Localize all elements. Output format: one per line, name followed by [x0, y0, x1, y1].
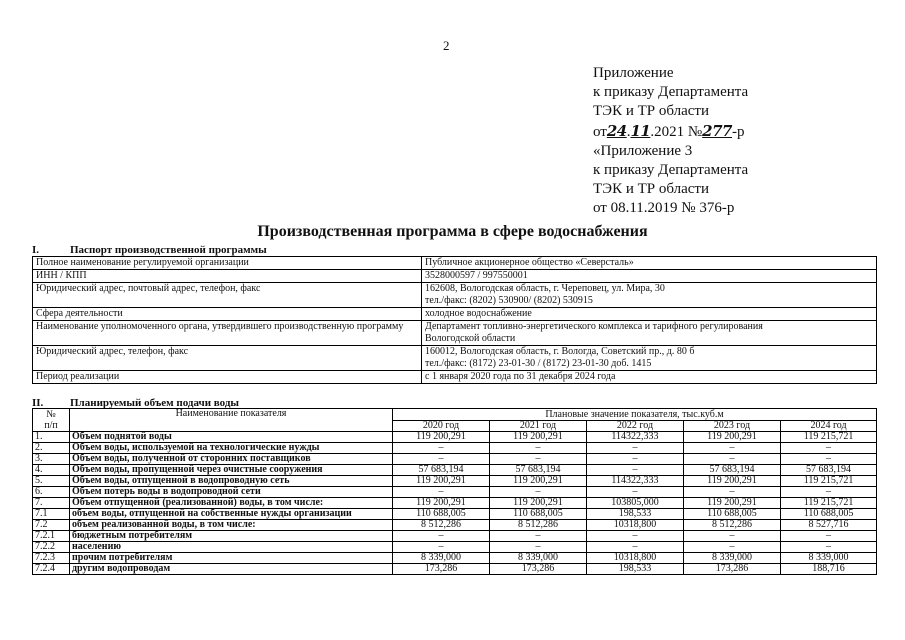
- row-value: 110 688,005: [393, 509, 490, 520]
- row-value: 198,533: [587, 509, 684, 520]
- page-number: 2: [443, 38, 450, 53]
- row-value: 8 339,000: [490, 553, 587, 564]
- row-value: –: [393, 487, 490, 498]
- header-name-cell: Наименование показателя: [70, 409, 393, 432]
- row-value: 114322,333: [587, 432, 684, 443]
- row-value: –: [684, 542, 781, 553]
- appendix-line: к приказу Департамента: [593, 162, 749, 179]
- row-value: 8 527,716: [781, 520, 877, 531]
- passport-value-line: тел./факс: (8172) 23-01-30 / (8172) 23-01-30 доб. 1415: [425, 358, 652, 369]
- passport-value-line: 162608, Вологодская область, г. Череповец, ул. Мира, 30: [425, 283, 665, 294]
- passport-table: [32, 256, 877, 384]
- passport-value-line: Публичное акционерное общество «Северсталь»: [425, 257, 634, 268]
- section-title: Планируемый объем подачи воды: [70, 397, 239, 409]
- row-name: Объем воды, пропущенной через очистные сооружения: [70, 465, 393, 476]
- appendix-line: к приказу Департамента: [593, 84, 749, 101]
- row-value: 173,286: [490, 564, 587, 575]
- row-value: –: [781, 531, 877, 542]
- table-row: [33, 321, 877, 346]
- row-name: объем реализованной воды, в том числе:: [70, 520, 393, 531]
- row-value: 119 200,291: [393, 498, 490, 509]
- row-value: 119 200,291: [684, 432, 781, 443]
- appendix-line: ТЭК и ТР области: [593, 103, 709, 120]
- order-year: .2021 №: [650, 123, 703, 140]
- row-value: 57 683,194: [393, 465, 490, 476]
- table-row: [33, 531, 877, 542]
- table-row: [33, 476, 877, 487]
- row-name: Объем воды, используемой на технологические нужды: [70, 443, 393, 454]
- passport-label: Наименование уполномоченного органа, утвердившего производственную программу: [33, 321, 422, 346]
- row-value: 110 688,005: [490, 509, 587, 520]
- row-value: –: [490, 443, 587, 454]
- row-value: –: [587, 542, 684, 553]
- row-name: Объем воды, отпущенной в водопроводную сеть: [70, 476, 393, 487]
- row-value: 198,533: [587, 564, 684, 575]
- row-number: 7.1: [33, 509, 70, 520]
- row-value: 110 688,005: [684, 509, 781, 520]
- row-value: –: [490, 542, 587, 553]
- order-number-handwritten: 277: [702, 121, 732, 140]
- row-value: –: [393, 531, 490, 542]
- row-name: Объем воды, полученной от сторонних поставщиков: [70, 454, 393, 465]
- row-number: 7.2.3: [33, 553, 70, 564]
- row-value: 119 200,291: [393, 432, 490, 443]
- row-value: –: [781, 443, 877, 454]
- passport-value-line: 3528000597 / 997550001: [425, 270, 528, 281]
- row-name: населению: [70, 542, 393, 553]
- table-row: [33, 542, 877, 553]
- document-title: Производственная программа в сфере водоснабжения: [257, 223, 648, 240]
- row-value: –: [684, 454, 781, 465]
- header-plan-cell: Плановые значение показателя, тыс.куб.м: [393, 409, 877, 421]
- row-value: –: [587, 531, 684, 542]
- appendix-block: [593, 64, 748, 219]
- row-value: 119 200,291: [393, 476, 490, 487]
- passport-value: [422, 270, 877, 283]
- row-value: –: [393, 454, 490, 465]
- passport-value-line: Вологодской области: [425, 333, 516, 344]
- passport-value-line: с 1 января 2020 года по 31 декабря 2024 года: [425, 371, 616, 382]
- row-value: 119 215,721: [781, 498, 877, 509]
- table-row: [33, 454, 877, 465]
- table-header-row: [33, 409, 877, 421]
- section-number: II.: [32, 397, 44, 409]
- order-prefix: от: [593, 123, 607, 140]
- row-value: 173,286: [393, 564, 490, 575]
- passport-value-line: тел./факс: (8202) 530900/ (8202) 530915: [425, 295, 593, 306]
- row-value: –: [781, 542, 877, 553]
- table-row: [33, 465, 877, 476]
- section-number: I.: [32, 244, 40, 256]
- row-value: –: [587, 487, 684, 498]
- row-value: 57 683,194: [684, 465, 781, 476]
- row-value: –: [393, 443, 490, 454]
- row-number: 2.: [33, 443, 70, 454]
- row-value: 119 215,721: [781, 432, 877, 443]
- row-name: прочим потребителям: [70, 553, 393, 564]
- row-name: Объем отпущенной (реализованной) воды, в том числе:: [70, 498, 393, 509]
- table-row: [33, 564, 877, 575]
- order-day-handwritten: 24: [606, 121, 627, 140]
- passport-label: Полное наименование регулируемой организации: [33, 257, 422, 270]
- header-number-2: п/п: [44, 420, 58, 431]
- header-year: 2021 год: [490, 420, 587, 432]
- appendix-line: ТЭК и ТР области: [593, 181, 709, 198]
- row-value: 119 200,291: [490, 432, 587, 443]
- row-value: –: [684, 487, 781, 498]
- row-value: 8 512,286: [684, 520, 781, 531]
- order-month-handwritten: 11: [630, 121, 651, 140]
- row-value: 173,286: [684, 564, 781, 575]
- row-name: Объем потерь воды в водопроводной сети: [70, 487, 393, 498]
- row-number: 7.2.4: [33, 564, 70, 575]
- appendix-order-line: [593, 122, 748, 142]
- row-number: 7.: [33, 498, 70, 509]
- table-row: [33, 487, 877, 498]
- row-number: 3.: [33, 454, 70, 465]
- table-row: [33, 432, 877, 443]
- row-value: 8 512,286: [393, 520, 490, 531]
- row-number: 6.: [33, 487, 70, 498]
- row-value: 57 683,194: [781, 465, 877, 476]
- header-year: 2022 год: [587, 420, 684, 432]
- water-volume-table: [32, 408, 877, 575]
- row-number: 7.2.1: [33, 531, 70, 542]
- row-value: 8 512,286: [490, 520, 587, 531]
- row-value: –: [490, 454, 587, 465]
- row-value: 119 200,291: [684, 498, 781, 509]
- row-name: Объем поднятой воды: [70, 432, 393, 443]
- row-value: 10318,800: [587, 553, 684, 564]
- table-row: [33, 553, 877, 564]
- passport-value-line: 160012, Вологодская область, г. Вологда, Советский пр., д. 80 б: [425, 346, 695, 357]
- table-row: [33, 257, 877, 270]
- passport-value: [422, 321, 877, 346]
- passport-label: Период реализации: [33, 371, 422, 384]
- header-year: 2023 год: [684, 420, 781, 432]
- appendix-line: «Приложение 3: [593, 142, 693, 159]
- row-value: 8 339,000: [781, 553, 877, 564]
- table-row: [33, 346, 877, 371]
- row-value: 119 200,291: [490, 476, 587, 487]
- row-number: 7.2: [33, 520, 70, 531]
- row-number: 7.2.2: [33, 542, 70, 553]
- header-year: 2020 год: [393, 420, 490, 432]
- row-number: 1.: [33, 432, 70, 443]
- row-value: 57 683,194: [490, 465, 587, 476]
- header-number-cell: [33, 409, 70, 432]
- appendix-line: от 08.11.2019 № 376-р: [593, 200, 735, 217]
- header-number: №: [46, 409, 56, 420]
- row-value: 114322,333: [587, 476, 684, 487]
- passport-value-line: Департамент топливно-энергетического комплекса и тарифного регулирования: [425, 321, 763, 332]
- row-value: 119 200,291: [684, 476, 781, 487]
- table-row: [33, 308, 877, 321]
- row-value: –: [393, 542, 490, 553]
- order-dot: .: [626, 123, 631, 140]
- section-title: Паспорт производственной программы: [70, 244, 267, 256]
- row-value: –: [781, 487, 877, 498]
- row-value: 8 339,000: [393, 553, 490, 564]
- row-value: 110 688,005: [781, 509, 877, 520]
- row-number: 4.: [33, 465, 70, 476]
- row-value: –: [587, 443, 684, 454]
- passport-label: Юридический адрес, почтовый адрес, телефон, факс: [33, 283, 422, 308]
- row-value: 119 215,721: [781, 476, 877, 487]
- table-row: [33, 270, 877, 283]
- row-name: другим водопроводам: [70, 564, 393, 575]
- header-year: 2024 год: [781, 420, 877, 432]
- passport-label: Сфера деятельности: [33, 308, 422, 321]
- section-1-heading: [32, 244, 267, 256]
- passport-value: [422, 371, 877, 384]
- appendix-line: Приложение: [593, 65, 674, 81]
- passport-value: [422, 346, 877, 371]
- table-row: [33, 520, 877, 531]
- order-suffix: -р: [731, 123, 745, 140]
- table-row: [33, 443, 877, 454]
- row-value: 103805,000: [587, 498, 684, 509]
- passport-value-line: холодное водоснабжение: [425, 308, 532, 319]
- row-value: –: [781, 454, 877, 465]
- row-value: –: [684, 443, 781, 454]
- table-row: [33, 283, 877, 308]
- row-value: 8 339,000: [684, 553, 781, 564]
- passport-value: [422, 308, 877, 321]
- table-row: [33, 371, 877, 384]
- row-name: бюджетным потребителям: [70, 531, 393, 542]
- row-name: объем воды, отпущенной на собственные нужды организации: [70, 509, 393, 520]
- row-value: 188,716: [781, 564, 877, 575]
- passport-label: ИНН / КПП: [33, 270, 422, 283]
- row-value: 10318,800: [587, 520, 684, 531]
- table-row: [33, 498, 877, 509]
- row-number: 5.: [33, 476, 70, 487]
- row-value: –: [490, 531, 587, 542]
- passport-label: Юридический адрес, телефон, факс: [33, 346, 422, 371]
- row-value: –: [684, 531, 781, 542]
- table-row: [33, 509, 877, 520]
- row-value: –: [587, 454, 684, 465]
- passport-value: [422, 283, 877, 308]
- row-value: –: [490, 487, 587, 498]
- row-value: 119 200,291: [490, 498, 587, 509]
- passport-value: [422, 257, 877, 270]
- row-value: –: [587, 465, 684, 476]
